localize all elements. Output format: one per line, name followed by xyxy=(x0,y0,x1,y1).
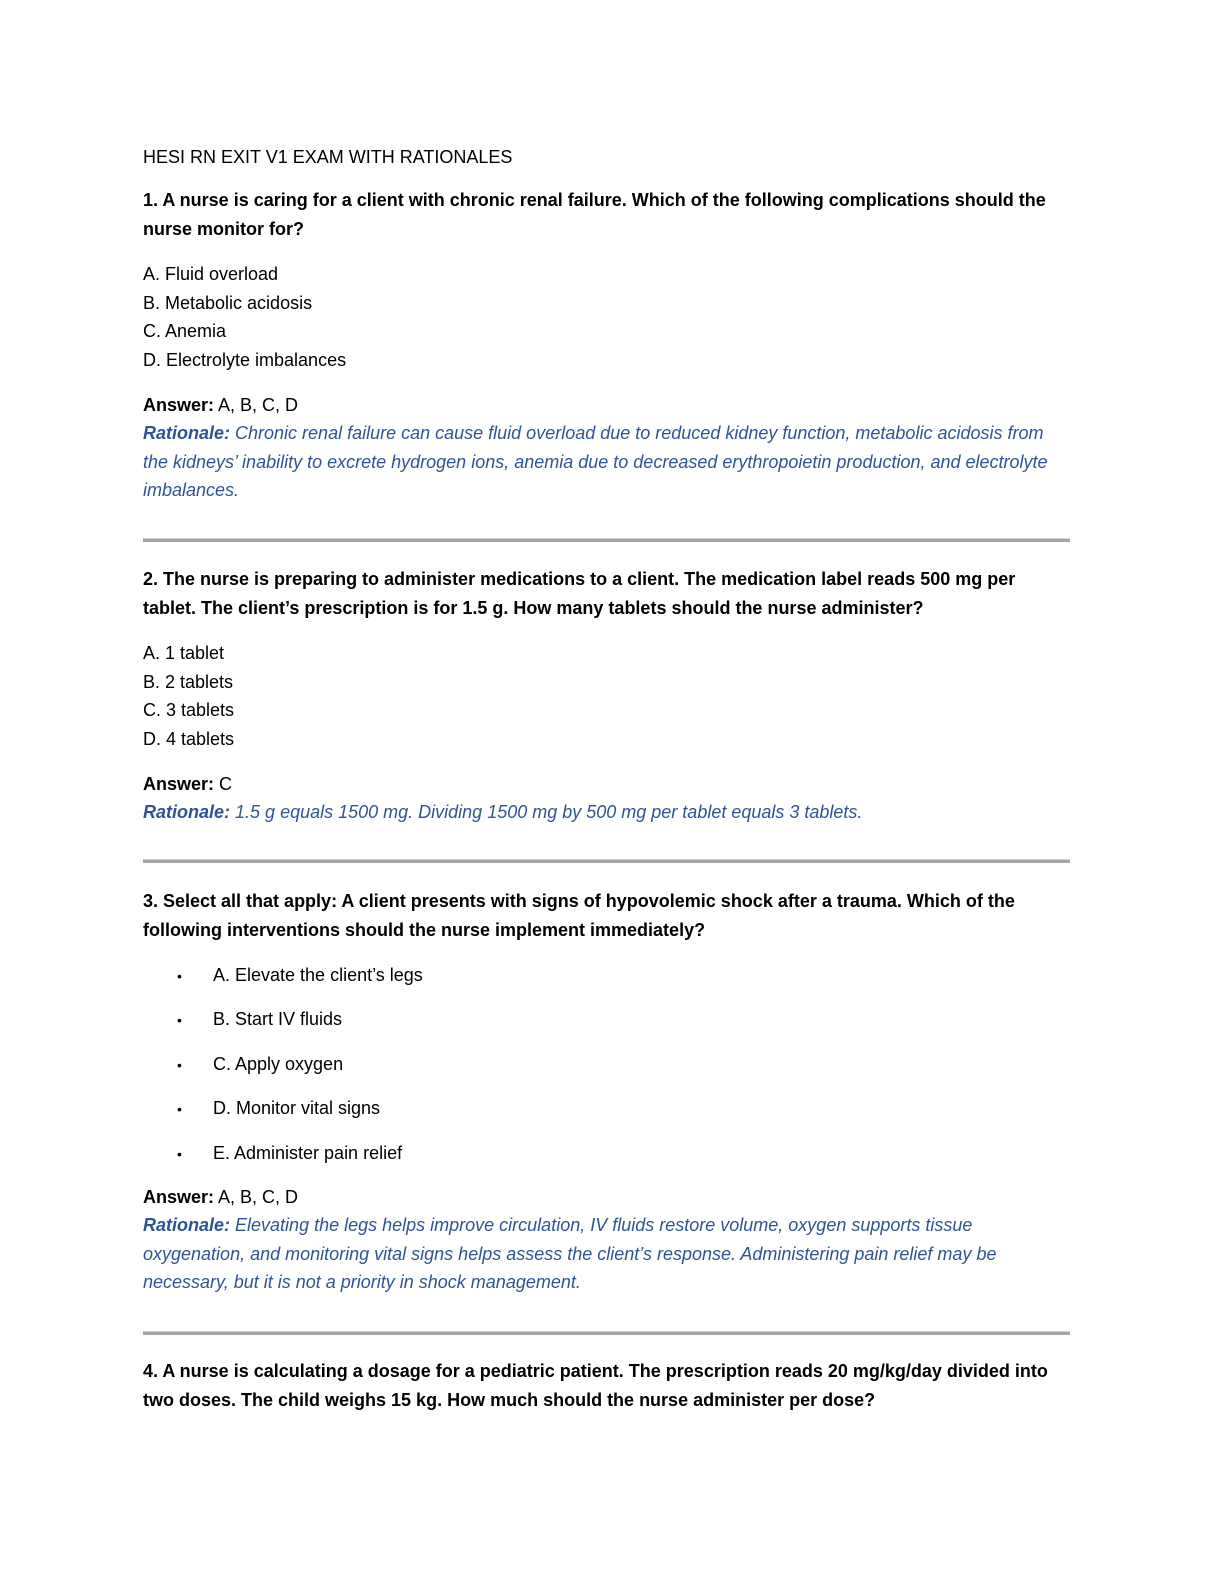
question-1-rationale xyxy=(143,419,1070,505)
answer-value: A, B, C, D xyxy=(218,1187,299,1207)
section-divider xyxy=(143,1331,1070,1335)
question-1-option-d: D. Electrolyte imbalances xyxy=(143,350,347,370)
answer-value: C xyxy=(219,774,233,794)
question-1-option-c: C. Anemia xyxy=(143,321,227,341)
option-label: B. Start IV fluids xyxy=(213,1009,343,1029)
question-2-option-a: A. 1 tablet xyxy=(143,643,225,663)
rationale-label: Rationale: xyxy=(143,802,231,822)
question-4-text: 4. A nurse is calculating a dosage for a pediatric patient. The prescription reads 20 mg/kg/day divided into two doses. The child weighs 15 kg. How much should the nurse administer per dose? xyxy=(143,1361,1048,1410)
section-divider xyxy=(143,859,1070,863)
option-label: E. Administer pain relief xyxy=(213,1143,403,1163)
rationale-label: Rationale: xyxy=(143,423,231,443)
question-2-option-b: B. 2 tablets xyxy=(143,672,234,692)
question-2-text: 2. The nurse is preparing to administer medications to a client. The medication label reads 500 mg per tablet. The client’s prescription is for 1.5 g. How many tablets should the nurse administer? xyxy=(143,569,1016,618)
question-3-option-e xyxy=(177,1139,402,1168)
question-3-answer xyxy=(143,1183,298,1211)
rationale-text: Elevating the legs helps improve circulation, IV fluids restore volume, oxygen supports tissue oxygenation, and monitoring vital signs helps assess the client’s response. Administering pain relief may be necessary, but it is not a priority in shock management. xyxy=(143,1215,997,1293)
question-2-option-c: C. 3 tablets xyxy=(143,700,235,720)
answer-label: Answer: xyxy=(143,774,215,794)
bullet-icon: • xyxy=(177,1057,182,1073)
question-2-rationale xyxy=(143,798,1070,827)
option-label: C. Apply oxygen xyxy=(213,1054,344,1074)
question-3-option-b xyxy=(177,1005,342,1034)
answer-label: Answer: xyxy=(143,395,215,415)
section-divider xyxy=(143,538,1070,542)
bullet-icon: • xyxy=(177,968,182,984)
bullet-icon: • xyxy=(177,1012,182,1028)
document-title: HESI RN EXIT V1 EXAM WITH RATIONALES xyxy=(143,147,513,167)
rationale-label: Rationale: xyxy=(143,1215,231,1235)
question-2-answer xyxy=(143,770,232,798)
bullet-icon: • xyxy=(177,1101,182,1117)
bullet-icon: • xyxy=(177,1146,182,1162)
question-3-option-a xyxy=(177,961,423,990)
option-label: D. Monitor vital signs xyxy=(213,1098,381,1118)
question-1-option-a: A. Fluid overload xyxy=(143,264,279,284)
question-2-option-d: D. 4 tablets xyxy=(143,729,235,749)
answer-label: Answer: xyxy=(143,1187,215,1207)
question-3-text: 3. Select all that apply: A client presents with signs of hypovolemic shock after a trauma. Which of the following interventions should the nurse implement immediately? xyxy=(143,891,1015,940)
question-3-rationale xyxy=(143,1211,1070,1297)
question-1-answer xyxy=(143,391,298,419)
answer-value: A, B, C, D xyxy=(218,395,299,415)
question-1-option-b: B. Metabolic acidosis xyxy=(143,293,313,313)
option-label: A. Elevate the client’s legs xyxy=(213,965,423,985)
rationale-text: 1.5 g equals 1500 mg. Dividing 1500 mg by 500 mg per tablet equals 3 tablets. xyxy=(235,802,863,822)
rationale-text: Chronic renal failure can cause fluid overload due to reduced kidney function, metabolic acidosis from the kidneys’ inability to excrete hydrogen ions, anemia due to decreased erythropoietin production, and electrolyte imbalances. xyxy=(143,423,1048,501)
question-3-option-d xyxy=(177,1094,380,1123)
question-3-option-c xyxy=(177,1050,343,1079)
question-1-text: 1. A nurse is caring for a client with chronic renal failure. Which of the following complications should the nurse monitor for? xyxy=(143,190,1046,239)
